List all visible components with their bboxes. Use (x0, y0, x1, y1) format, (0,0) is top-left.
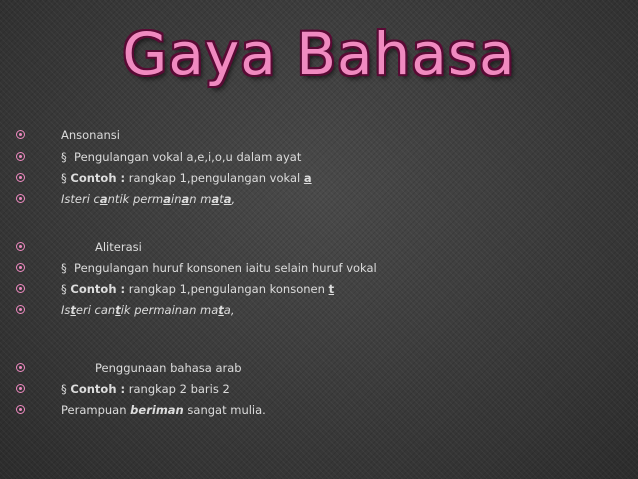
example-label: Contoh : (70, 282, 126, 296)
example-label: Contoh : (70, 382, 126, 396)
list-item-text: § Contoh : rangkap 1,pengulangan vokal a (61, 171, 312, 185)
example-sentence: Perampuan beriman sangat mulia. (61, 403, 266, 417)
example-sentence: Isteri cantik permainan mata, (61, 192, 236, 206)
list-item-text: § Contoh : rangkap 1,pengulangan konsonen t (61, 282, 335, 296)
bullet-icon (16, 405, 25, 414)
highlight-letter: a (303, 171, 312, 185)
example-sentence: Isteri cantik permainan mata, (61, 303, 235, 317)
bullet-icon (16, 363, 25, 372)
list-item-text: § Pengulangan huruf konsonen iaitu selain huruf vokal (61, 261, 377, 275)
highlight-letter: t (328, 282, 335, 296)
section-heading-aliterasi: Aliterasi (95, 240, 142, 254)
slide-title: Gaya Bahasa (122, 20, 516, 88)
section-heading-ansonansi: Ansonansi (61, 128, 120, 142)
bullet-icon (16, 194, 25, 203)
bullet-icon (16, 242, 25, 251)
bullet-icon (16, 263, 25, 272)
bullet-icon (16, 152, 25, 161)
list-item-text: § Pengulangan vokal a,e,i,o,u dalam ayat (61, 150, 302, 164)
list-item-text: § Contoh : rangkap 2 baris 2 (61, 382, 230, 396)
bullet-icon (16, 384, 25, 393)
bullet-icon (16, 305, 25, 314)
emphasis-word: beriman (130, 403, 184, 417)
bullet-icon (16, 284, 25, 293)
bullet-icon (16, 130, 25, 139)
bullet-icon (16, 173, 25, 182)
section-heading-bahasa-arab: Penggunaan bahasa arab (95, 361, 242, 375)
example-label: Contoh : (70, 171, 126, 185)
